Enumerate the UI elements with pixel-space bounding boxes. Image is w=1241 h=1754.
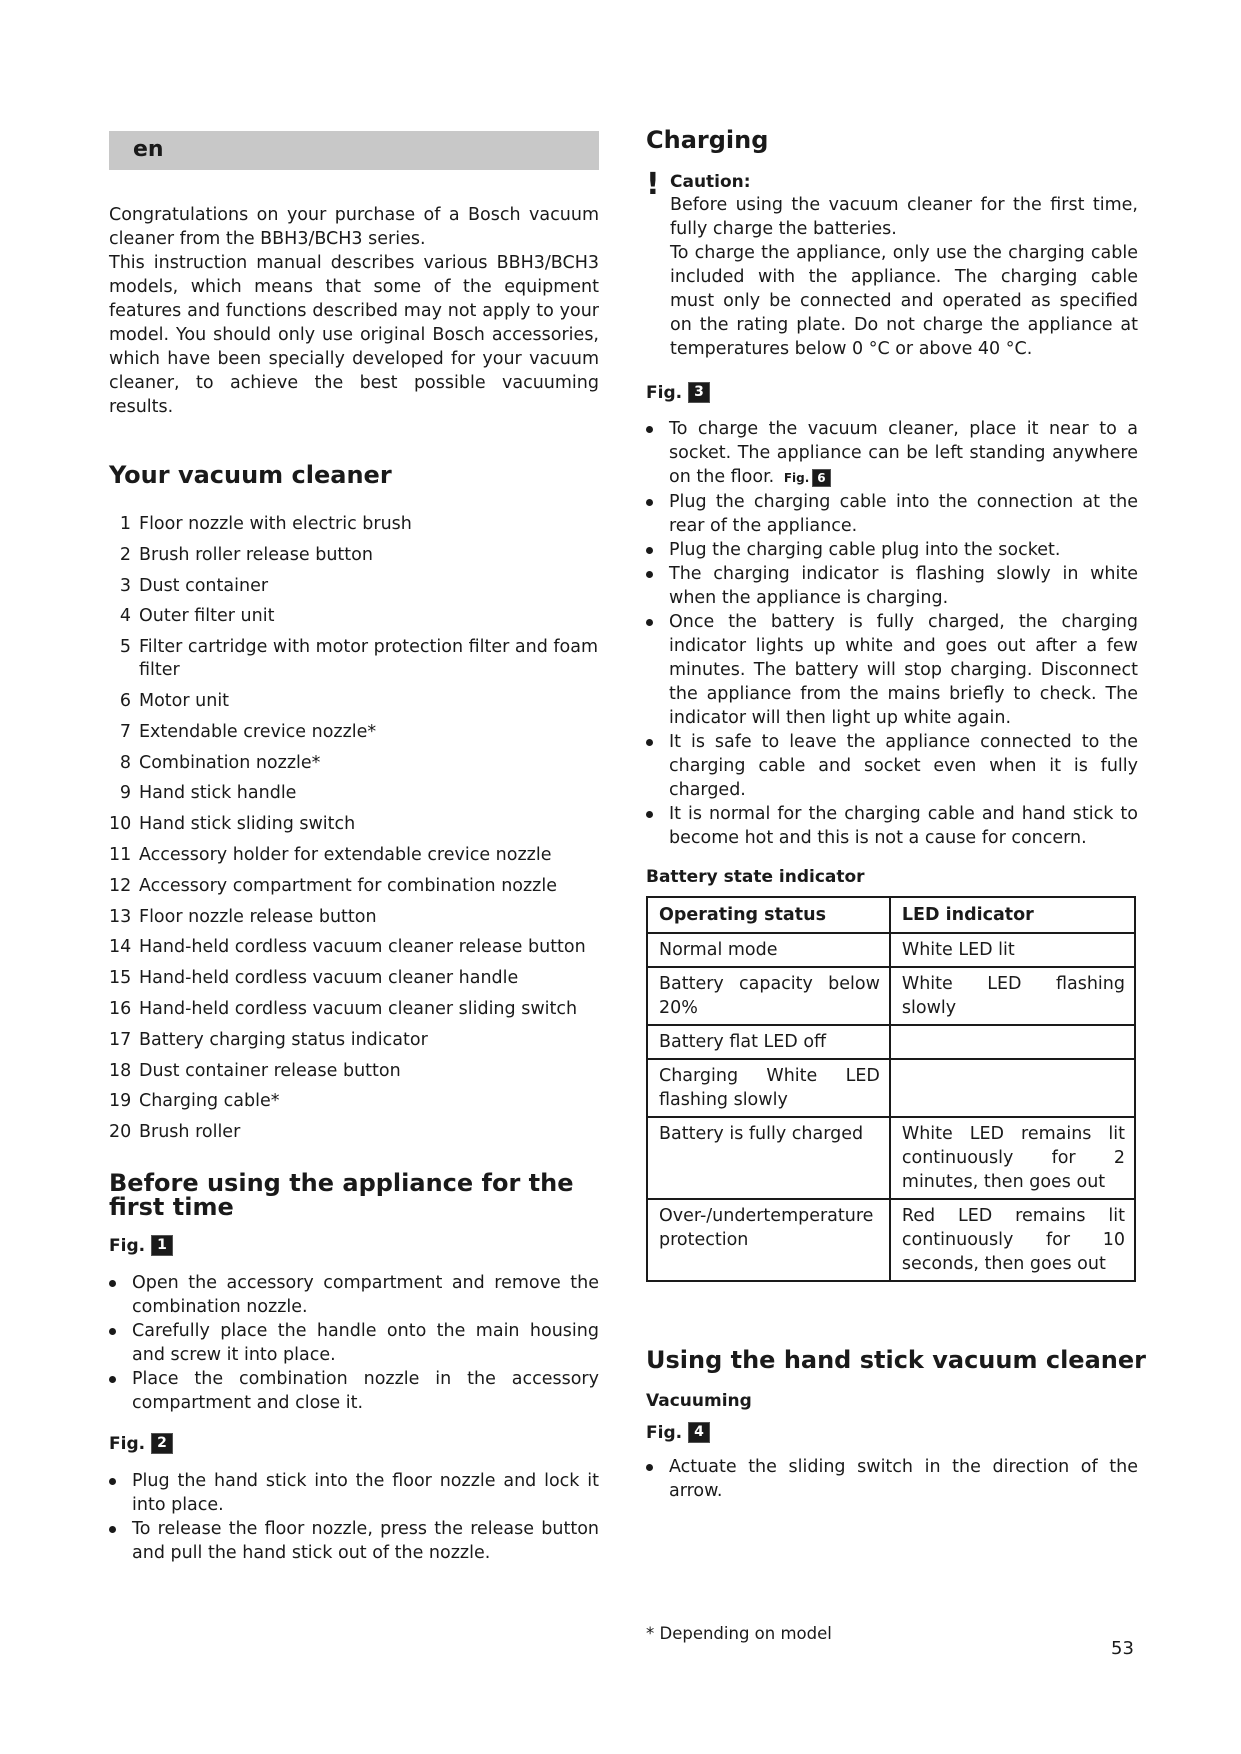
table-cell: White LED remains lit continuously for 2 minutes, then goes out — [890, 1117, 1135, 1199]
parts-list-item — [109, 721, 599, 744]
part-number: 14 — [109, 937, 132, 958]
part-label: Dust container — [139, 575, 269, 596]
part-number: 19 — [109, 1091, 132, 1112]
part-number: 4 — [119, 606, 131, 627]
part-label: Brush roller release button — [139, 544, 373, 565]
battery-table-title: Battery state indicator — [646, 867, 865, 887]
part-label: Motor unit — [139, 690, 230, 711]
table-row — [647, 933, 1135, 967]
fig-2-step: To release the floor nozzle, press the release button and pull the hand stick out of the nozzle. — [109, 1517, 599, 1565]
hand-stick-step: Actuate the sliding switch in the direction of the arrow. — [646, 1455, 1138, 1503]
parts-list-item — [109, 875, 599, 898]
fig-2-step: Plug the hand stick into the floor nozzle and lock it into place. — [109, 1469, 599, 1517]
part-label: Hand stick sliding switch — [139, 814, 356, 835]
fig-1-label: Fig. 1 — [109, 1235, 173, 1256]
section-title-before-first-use: Before using the appliance for the first time — [109, 1169, 574, 1221]
parts-list-item — [109, 967, 599, 990]
caution-icon: ! — [646, 167, 660, 202]
part-label: Hand stick handle — [139, 783, 297, 804]
battery-state-table — [646, 896, 1136, 1282]
part-number: 13 — [109, 906, 132, 927]
part-number: 1 — [119, 514, 131, 534]
part-number: 11 — [109, 844, 132, 865]
footnote: * Depending on model — [646, 1624, 832, 1643]
charging-step: It is safe to leave the appliance connected to the charging cable and socket even when it is fully charged. — [646, 730, 1138, 802]
fig-1-steps — [109, 1271, 599, 1415]
charging-step: To charge the vacuum cleaner, place it near to a socket. The appliance can be left standing anywhere on the floor. Fig. 6 — [646, 417, 1138, 490]
fig-3-label: Fig. 3 — [646, 382, 710, 403]
table-header-row — [647, 897, 1135, 933]
section-title-charging: Charging — [646, 126, 769, 154]
charging-step: It is normal for the charging cable and hand stick to become hot and this is not a cause for concern. — [646, 802, 1138, 850]
table-cell: Normal mode — [647, 933, 890, 967]
parts-list-item — [109, 575, 599, 598]
table-cell: White LED flashing slowly — [890, 967, 1135, 1025]
fig-4-number: 4 — [688, 1422, 710, 1443]
charging-step: Once the battery is fully charged, the charging indicator lights up white and goes out after a few minutes. The battery will stop charging. Disconnect the appliance from the mains briefly to check. The indicator will then light up white again. — [646, 610, 1138, 730]
parts-list-item — [109, 782, 599, 805]
table-row — [647, 1199, 1135, 1281]
charging-step: Plug the charging cable into the connection at the rear of the appliance. — [646, 490, 1138, 538]
parts-list-item — [109, 513, 599, 536]
part-label: Charging cable* — [139, 1091, 280, 1112]
table-header: Operating status — [647, 897, 890, 933]
part-number: 10 — [109, 814, 132, 835]
charging-step: The charging indicator is flashing slowly in white when the appliance is charging. — [646, 562, 1138, 610]
fig-1-number: 1 — [151, 1235, 173, 1256]
part-label: Filter cartridge with motor protection filter and foam filter — [139, 637, 599, 681]
caution-text: Before using the vacuum cleaner for the first time, fully charge the batteries. To charge the appliance, only use the charging cable included with the appliance. The charging cable must only be connected and operated as specified on the rating plate. Do not charge the appliance at temperatures below 0 °C or above 40 °C. — [670, 195, 1138, 359]
table-row — [647, 1025, 1135, 1059]
fig-6-number: 6 — [812, 469, 830, 487]
part-number: 2 — [119, 544, 131, 565]
section-title-hand-stick: Using the hand stick vacuum cleaner — [646, 1346, 1146, 1374]
hand-stick-steps — [646, 1455, 1138, 1503]
fig-1-step: Open the accessory compartment and remove the combination nozzle. — [109, 1271, 599, 1319]
table-cell: Over-/undertemperature protection — [647, 1199, 890, 1281]
parts-list-item — [109, 752, 599, 775]
parts-list-item — [109, 544, 599, 567]
fig-3-number: 3 — [688, 382, 710, 403]
part-label: Battery charging status indicator — [139, 1029, 428, 1050]
parts-list-item — [109, 906, 599, 929]
part-number: 16 — [109, 998, 132, 1019]
fig-1-step: Place the combination nozzle in the accessory compartment and close it. — [109, 1367, 599, 1415]
fig-2-label: Fig. 2 — [109, 1433, 173, 1454]
fig-2-number: 2 — [151, 1433, 173, 1454]
parts-list-item — [109, 636, 599, 682]
page-number: 53 — [1111, 1638, 1134, 1659]
part-label: Outer filter unit — [139, 606, 275, 627]
language-bar — [109, 131, 599, 170]
part-label: Floor nozzle with electric brush — [139, 514, 412, 534]
part-label: Hand-held cordless vacuum cleaner handle — [139, 968, 519, 989]
fig-4-label: Fig. 4 — [646, 1422, 710, 1443]
charging-step: Plug the charging cable plug into the socket. — [646, 538, 1138, 562]
part-number: 9 — [119, 783, 131, 804]
parts-list-item — [109, 1090, 599, 1113]
part-number: 15 — [109, 968, 132, 989]
table-cell — [890, 1025, 1135, 1059]
part-number: 20 — [109, 1122, 132, 1143]
part-number: 8 — [119, 752, 131, 773]
part-number: 12 — [109, 875, 132, 896]
table-row — [647, 967, 1135, 1025]
intro-text — [109, 203, 599, 419]
table-header: LED indicator — [890, 897, 1135, 933]
part-number: 18 — [109, 1060, 132, 1081]
intro-paragraph-1: Congratulations on your purchase of a Bosch vacuum cleaner from the BBH3/BCH3 series. — [109, 205, 599, 249]
charging-steps — [646, 417, 1138, 850]
parts-list-item — [109, 936, 599, 959]
parts-list-item — [109, 1060, 599, 1083]
table-cell: Battery is fully charged — [647, 1117, 890, 1199]
table-row — [647, 1059, 1135, 1117]
part-label: Floor nozzle release button — [139, 906, 377, 927]
part-number: 7 — [119, 721, 131, 742]
fig-1-step: Carefully place the handle onto the main housing and screw it into place. — [109, 1319, 599, 1367]
parts-list — [109, 513, 599, 1152]
part-number: 3 — [119, 575, 131, 596]
table-cell: Battery flat LED off — [647, 1025, 890, 1059]
language-code: en — [133, 137, 164, 162]
parts-list-item — [109, 813, 599, 836]
table-cell: White LED lit — [890, 933, 1135, 967]
parts-list-item — [109, 1029, 599, 1052]
part-label: Hand-held cordless vacuum cleaner sliding switch — [139, 998, 578, 1019]
part-number: 6 — [119, 690, 131, 711]
fig-2-steps — [109, 1469, 599, 1565]
parts-list-item — [109, 844, 599, 867]
part-label: Accessory holder for extendable crevice nozzle — [139, 844, 552, 865]
caution-title: Caution: — [670, 172, 751, 192]
section-title-your-vacuum: Your vacuum cleaner — [109, 461, 392, 489]
fig-6-label: Fig. — [783, 471, 810, 485]
part-label: Combination nozzle* — [139, 752, 321, 773]
part-label: Hand-held cordless vacuum cleaner release button — [139, 937, 586, 958]
part-label: Extendable crevice nozzle* — [139, 721, 377, 742]
part-label: Dust container release button — [139, 1060, 401, 1081]
table-cell: Battery capacity below 20% — [647, 967, 890, 1025]
intro-paragraph-2: This instruction manual describes various BBH3/BCH3 models, which means that some of the equipment features and functions described may not apply to your model. You should only use original Bosch accessories, which have been specially developed for your vacuum cleaner, to achieve the best possible vacuuming results. — [109, 253, 599, 417]
vacuuming-subtitle: Vacuuming — [646, 1391, 752, 1411]
part-label: Accessory compartment for combination nozzle — [139, 875, 557, 896]
parts-list-item — [109, 605, 599, 628]
parts-list-item — [109, 998, 599, 1021]
parts-list-item — [109, 1121, 599, 1144]
part-number: 5 — [119, 637, 131, 658]
parts-list-item — [109, 690, 599, 713]
table-cell: Charging White LED flashing slowly — [647, 1059, 890, 1117]
table-row — [647, 1117, 1135, 1199]
table-cell: Red LED remains lit continuously for 10 seconds, then goes out — [890, 1199, 1135, 1281]
table-cell — [890, 1059, 1135, 1117]
part-number: 17 — [109, 1029, 132, 1050]
part-label: Brush roller — [139, 1122, 241, 1143]
